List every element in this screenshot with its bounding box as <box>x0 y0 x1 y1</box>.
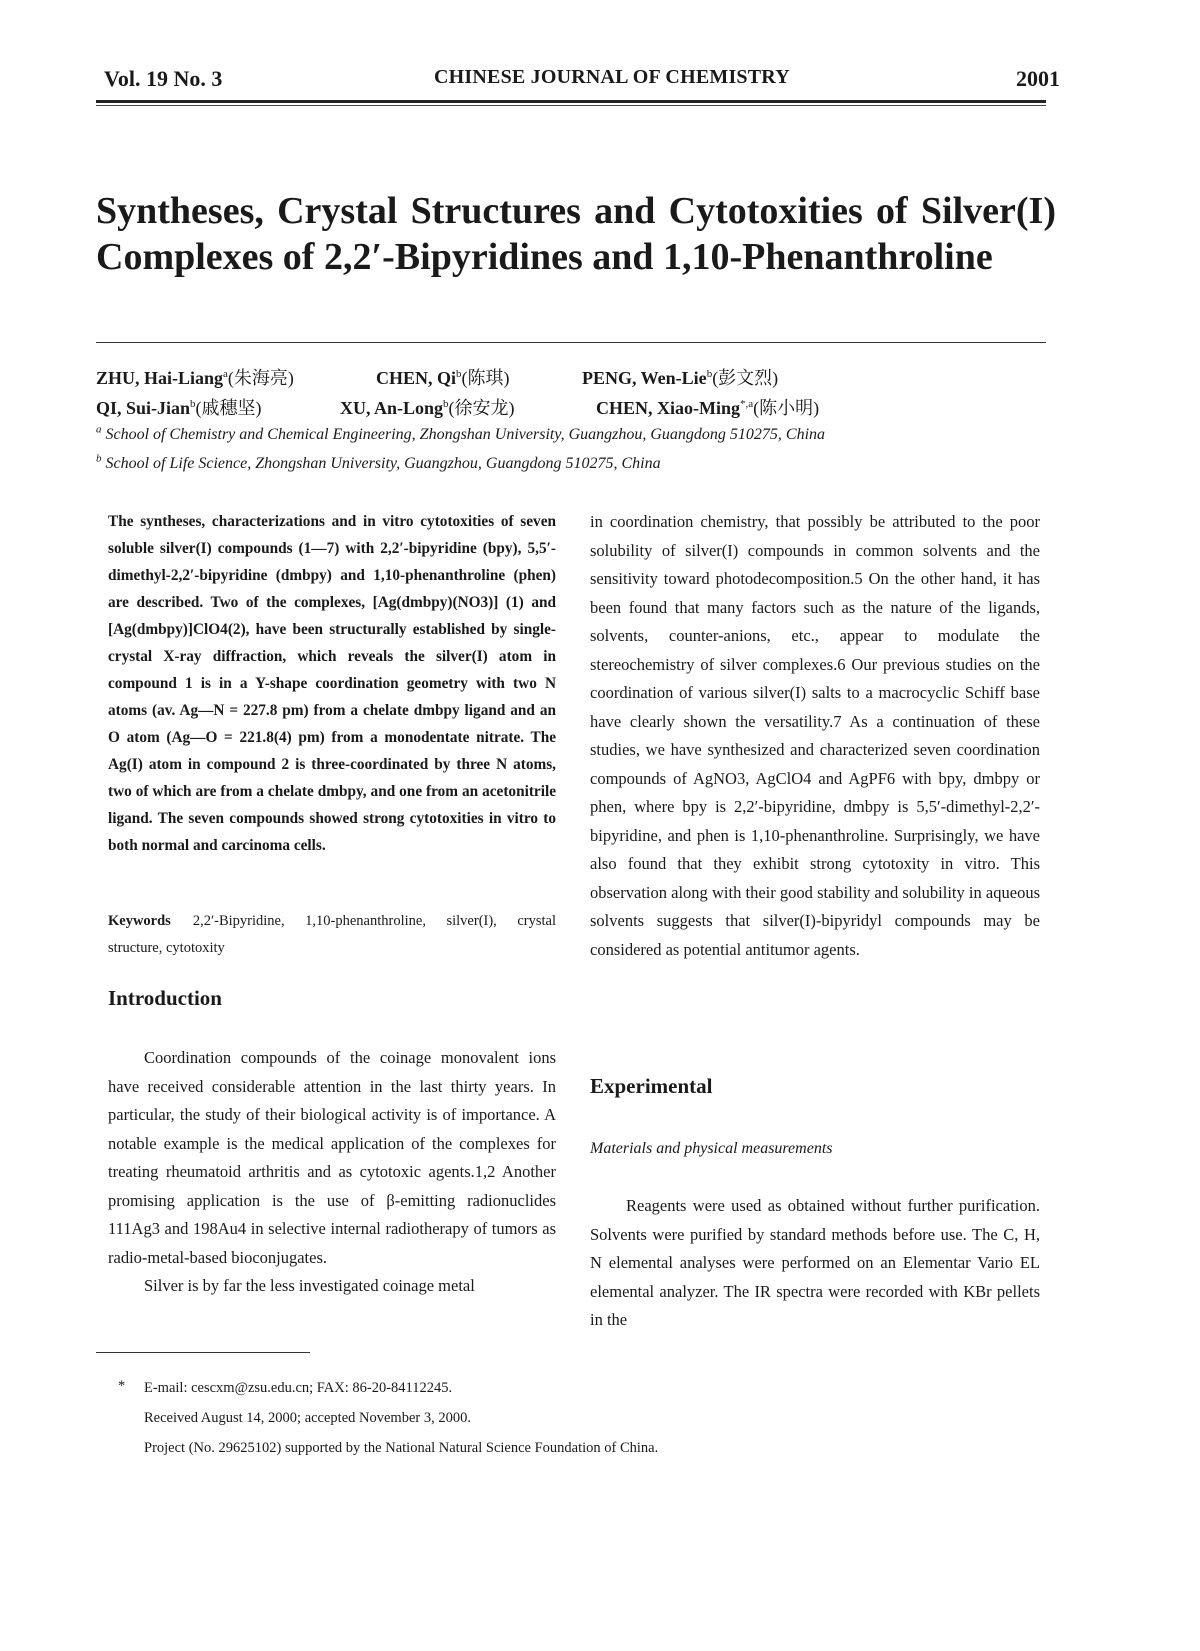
author-chinese-name: (彭文烈) <box>712 368 779 388</box>
volume-issue: Vol. 19 No. 3 <box>104 66 223 91</box>
article-title-line-2: Complexes of 2,2′-Bipyridines and 1,10-Phenanthroline <box>96 236 993 278</box>
keywords <box>108 908 556 962</box>
header-rule-thin <box>96 105 1046 106</box>
footnote-email: E-mail: cescxm@zsu.edu.cn; FAX: 86-20-84112245. <box>144 1380 453 1396</box>
author-affil-mark: b <box>706 368 713 380</box>
author-name: CHEN, Qi <box>376 368 457 388</box>
abstract <box>108 508 556 859</box>
title-divider <box>96 342 1046 343</box>
section-heading-introduction: Introduction <box>108 986 222 1010</box>
author-peng <box>582 366 778 390</box>
author-name: XU, An-Long <box>340 398 444 418</box>
author-name: ZHU, Hai-Liang <box>96 368 224 388</box>
author-affil-mark: b <box>456 368 462 380</box>
author-chinese-name: (朱海亮) <box>227 368 294 388</box>
keywords-label: Keywords <box>108 913 171 929</box>
author-qi <box>96 396 262 420</box>
author-chinese-name: (徐安龙) <box>448 398 515 418</box>
experimental-body <box>590 1192 1040 1335</box>
footnote-marker: * <box>118 1378 126 1394</box>
page-number: 2001 <box>1016 66 1060 91</box>
author-chinese-name: (陈琪) <box>461 368 510 388</box>
introduction-body <box>108 1044 556 1301</box>
author-affil-mark: b <box>443 398 449 410</box>
author-affil-mark: b <box>190 398 196 410</box>
abstract-text: The syntheses, characterizations and in vitro cytotoxities of seven soluble silver(I) compounds (1—7) with 2,2′-bipyridine (bpy), 5,5′-dimethyl-2,2′-bipyridine (dmbpy) and 1,10-phenanthroline (phen) are described. Two of the complexes, [Ag(dmbpy)(NO3)] (1) and [Ag(dmbpy)]ClO4(2), have been structurally established by single-crystal X-ray diffraction, which reveals the silver(I) atom in compound 1 is in a Y-shape coordination geometry with two N atoms (av. Ag—N = 227.8 pm) from a chelate dmbpy ligand and an O atom (Ag—O = 221.8(4) pm) from a monodentate nitrate. The Ag(I) atom in compound 2 is three-coordinated by three N atoms, two of which are from a chelate dmbpy, and one from an acetonitrile ligand. The seven compounds showed strong cytotoxities in vitro to both normal and carcinoma cells. <box>108 513 556 854</box>
affiliation-b <box>96 453 661 475</box>
author-name: CHEN, Xiao-Ming <box>596 398 740 418</box>
introduction-continued <box>590 508 1040 964</box>
footnote-rule <box>96 1352 310 1353</box>
author-name: QI, Sui-Jian <box>96 398 191 418</box>
affiliation-mark: a <box>96 423 102 436</box>
introduction-paragraph-2: Silver is by far the less investigated coinage metal <box>144 1276 475 1295</box>
author-name: PENG, Wen-Lie <box>582 368 707 388</box>
author-xu <box>340 396 515 420</box>
experimental-paragraph-1: Reagents were used as obtained without further purification. Solvents were purified by standard methods before use. The C, H, N elemental analyses were performed on an Elementar Vario EL elemental analyzer. The IR spectra were recorded with KBr pellets in the <box>590 1196 1040 1329</box>
section-heading-experimental: Experimental <box>590 1074 713 1098</box>
keywords-text: 2,2′-Bipyridine, 1,10-phenanthroline, silver(I), crystal structure, cytotoxity <box>108 913 556 956</box>
subsection-heading-materials: Materials and physical measurements <box>590 1140 833 1157</box>
affiliation-mark: b <box>96 452 102 465</box>
author-chen-qi <box>376 366 510 390</box>
author-affil-mark: *,a <box>740 398 754 410</box>
introduction-paragraph-3: in coordination chemistry, that possibly be attributed to the poor solubility of silver(I) compounds in common solvents and the sensitivity toward photodecomposition.5 On the other hand, it has been found that many factors such as the nature of the ligands, solvents, counter-anions, etc., appear to modulate the stereochemistry of silver complexes.6 Our previous studies on the coordination of various silver(I) salts to a macrocyclic Schiff base have clearly shown the versatility.7 As a continuation of these studies, we have synthesized and characterized seven coordination compounds of AgNO3, AgClO4 and AgPF6 with bpy, dmbpy or phen, where bpy is 2,2′-bipyridine, dmbpy is 5,5′-dimethyl-2,2′-bipyridine, and phen is 1,10-phenanthroline. Surprisingly, we have also found that they exhibit strong cytotoxity in vitro. This observation along with their good stability and solubility in aqueous solvents suggests that silver(I)-bipyridyl compounds may be considered as potential antitumor agents. <box>590 512 1040 959</box>
affiliation-text: School of Life Science, Zhongshan University, Guangzhou, Guangdong 510275, China <box>105 455 661 472</box>
author-chinese-name: (戚穗坚) <box>195 398 262 418</box>
article-title-line-1: Syntheses, Crystal Structures and Cytotoxities of Silver(I) <box>96 190 1056 232</box>
footnote-project: Project (No. 29625102) supported by the National Natural Science Foundation of China. <box>144 1440 659 1456</box>
author-affil-mark: a <box>223 368 228 380</box>
author-chinese-name: (陈小明) <box>753 398 820 418</box>
author-zhu <box>96 366 294 390</box>
footnote-received: Received August 14, 2000; accepted November 3, 2000. <box>144 1410 471 1426</box>
introduction-paragraph-1: Coordination compounds of the coinage monovalent ions have received considerable attention in the last thirty years. In particular, the study of their biological activity is of importance. A notable example is the medical application of the complexes for treating rheumatoid arthritis and as cytotoxic agents.1,2 Another promising application is the use of β-emitting radionuclides 111Ag3 and 198Au4 in selective internal radiotherapy of tumors as radio-metal-based bioconjugates. <box>108 1048 556 1267</box>
affiliation-text: School of Chemistry and Chemical Engineering, Zhongshan University, Guangzhou, Guangdong 510275, China <box>105 426 826 443</box>
author-chen-xiaoming <box>596 396 819 420</box>
header-rule <box>96 100 1046 103</box>
journal-name: CHINESE JOURNAL OF CHEMISTRY <box>434 66 790 88</box>
affiliation-a <box>96 424 825 446</box>
